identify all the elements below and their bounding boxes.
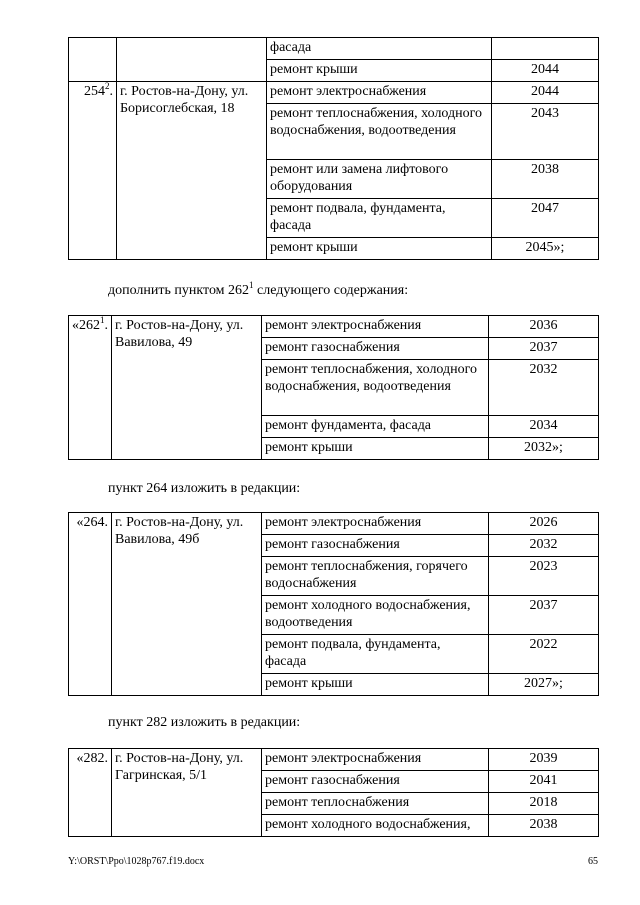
work-cell: ремонт газоснабжения	[262, 535, 489, 557]
year-cell: 2032	[489, 360, 599, 416]
num-cell: «282.	[69, 749, 112, 837]
num-cell: «264.	[69, 513, 112, 696]
year-cell: 2022	[489, 635, 599, 674]
work-cell: ремонт газоснабжения	[262, 771, 489, 793]
item-number-sup: 1	[100, 315, 105, 325]
table-row	[69, 513, 599, 535]
work-cell: ремонт или замена лифтового оборудования	[267, 160, 492, 199]
year-cell: 2026	[489, 513, 599, 535]
year-cell: 2034	[489, 416, 599, 438]
num-cell	[69, 82, 117, 260]
work-cell: ремонт теплоснабжения, холодного водоснабжения, водоотведения	[267, 104, 492, 160]
address-cell: г. Ростов-на-Дону, ул. Гагринская, 5/1	[112, 749, 262, 837]
year-cell: 2041	[489, 771, 599, 793]
table-row	[69, 82, 599, 104]
year-cell	[492, 38, 599, 60]
address-cell: г. Ростов-на-Дону, ул. Борисоглебская, 18	[117, 82, 267, 260]
year-cell: 2044	[492, 60, 599, 82]
work-cell: ремонт крыши	[267, 60, 492, 82]
table-282	[68, 748, 599, 837]
item-number-suffix: .	[104, 318, 108, 333]
work-cell: ремонт крыши	[262, 674, 489, 696]
work-cell: ремонт холодного водоснабжения, водоотведения	[262, 596, 489, 635]
item-number: «262	[72, 318, 100, 333]
item-number-sup: 2	[105, 81, 110, 91]
table-262-1	[68, 315, 599, 460]
work-cell: ремонт крыши	[267, 238, 492, 260]
year-cell: 2043	[492, 104, 599, 160]
year-cell: 2038	[492, 160, 599, 199]
year-cell: 2045»;	[492, 238, 599, 260]
table-264	[68, 512, 599, 696]
year-cell: 2032	[489, 535, 599, 557]
address-cell: г. Ростов-на-Дону, ул. Вавилова, 49	[112, 316, 262, 460]
address-cell: г. Ростов-на-Дону, ул. Вавилова, 49б	[112, 513, 262, 696]
year-cell: 2023	[489, 557, 599, 596]
table-row	[69, 316, 599, 338]
year-cell: 2037	[489, 596, 599, 635]
work-cell: ремонт электроснабжения	[262, 316, 489, 338]
work-cell: ремонт фундамента, фасада	[262, 416, 489, 438]
item-number-suffix: .	[109, 84, 113, 99]
item-number: 254	[84, 84, 105, 99]
work-cell: ремонт газоснабжения	[262, 338, 489, 360]
num-cell	[69, 38, 117, 82]
amendment-paragraph	[108, 282, 408, 299]
work-cell: ремонт теплоснабжения	[262, 793, 489, 815]
work-cell: ремонт электроснабжения	[262, 513, 489, 535]
work-cell: фасада	[267, 38, 492, 60]
paragraph-text: следующего содержания:	[253, 283, 409, 298]
work-cell: ремонт подвала, фундамента, фасада	[267, 199, 492, 238]
work-cell: ремонт электроснабжения	[267, 82, 492, 104]
year-cell: 2018	[489, 793, 599, 815]
work-cell: ремонт подвала, фундамента, фасада	[262, 635, 489, 674]
work-cell: ремонт электроснабжения	[262, 749, 489, 771]
table-254	[68, 37, 599, 260]
year-cell: 2038	[489, 815, 599, 837]
year-cell: 2036	[489, 316, 599, 338]
footer-file-path: Y:\ORST\Ppo\1028p767.f19.docx	[68, 856, 205, 867]
amendment-paragraph: пункт 282 изложить в редакции:	[108, 715, 301, 730]
year-cell: 2039	[489, 749, 599, 771]
work-cell: ремонт теплоснабжения, горячего водоснабжения	[262, 557, 489, 596]
year-cell: 2027»;	[489, 674, 599, 696]
num-cell	[69, 316, 112, 460]
year-cell: 2037	[489, 338, 599, 360]
table-row	[69, 38, 599, 60]
work-cell: ремонт крыши	[262, 438, 489, 460]
year-cell: 2032»;	[489, 438, 599, 460]
address-cell	[117, 38, 267, 82]
year-cell: 2044	[492, 82, 599, 104]
work-cell: ремонт холодного водоснабжения,	[262, 815, 489, 837]
amendment-paragraph: пункт 264 изложить в редакции:	[108, 481, 301, 496]
table-row	[69, 749, 599, 771]
page-number: 65	[588, 856, 598, 867]
work-cell: ремонт теплоснабжения, холодного водоснабжения, водоотведения	[262, 360, 489, 416]
year-cell: 2047	[492, 199, 599, 238]
paragraph-text: дополнить пунктом 262	[108, 283, 250, 298]
paragraph-sup: 1	[249, 280, 254, 290]
